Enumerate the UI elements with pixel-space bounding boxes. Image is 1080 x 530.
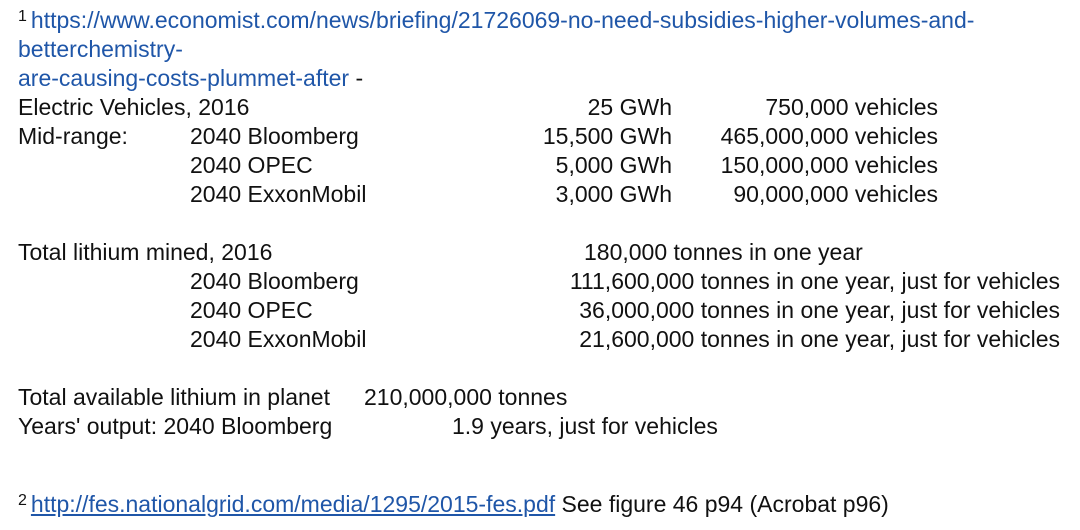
ev-row-vehicles: 465,000,000 vehicles: [720, 123, 938, 149]
footnote-1-dash: -: [349, 65, 364, 91]
ev-row-vehicles: 150,000,000 vehicles: [720, 152, 938, 178]
footnote-1-line-1: [18, 6, 974, 38]
ev-row-vehicles: 90,000,000 vehicles: [733, 181, 938, 207]
lithium-row-value: 21,600,000 tonnes in one year, just for vehicles: [579, 326, 1060, 352]
lithium-row-source: 2040 ExxonMobil: [190, 326, 367, 352]
footnote-2-link[interactable]: http://fes.nationalgrid.com/media/1295/2015-fes.pdf: [30, 491, 556, 517]
lithium-row-value: 111,600,000 tonnes in one year, just for vehicles: [569, 268, 1060, 294]
footnote-2-note: See figure 46 p94 (Acrobat p96): [555, 491, 889, 517]
footnote-1-line-3: [18, 64, 363, 93]
footnote-2-line: [18, 490, 889, 522]
footnote-2-marker: 2: [18, 492, 27, 509]
footnote-1-link-part-3[interactable]: are-causing-costs-plummet-after: [18, 65, 350, 91]
ev-row-gwh: 15,500 GWh: [542, 123, 672, 149]
ev-row-gwh: 5,000 GWh: [555, 152, 672, 178]
total-available-value: 210,000,000 tonnes: [364, 384, 568, 410]
lithium-row-source: 2040 Bloomberg: [190, 268, 359, 294]
total-available-label: Total available lithium in planet: [18, 384, 330, 410]
ev-row-gwh: 3,000 GWh: [555, 181, 672, 207]
footnote-1-link-part-1[interactable]: https://www.economist.com/news/briefing/21726069-no-need-subsidies-higher-volumes-and-: [30, 7, 975, 33]
footnote-1-link-part-2[interactable]: betterchemistry-: [18, 36, 183, 62]
ev-2016-label: Electric Vehicles, 2016: [18, 94, 250, 120]
ev-row-source: 2040 OPEC: [190, 152, 313, 178]
lithium-2016-label: Total lithium mined, 2016: [18, 239, 273, 265]
ev-row-source: 2040 Bloomberg: [190, 123, 359, 149]
years-output-label: Years' output: 2040 Bloomberg: [18, 413, 333, 439]
lithium-row-value: 36,000,000 tonnes in one year, just for vehicles: [579, 297, 1060, 323]
midrange-label: Mid-range:: [18, 123, 128, 149]
lithium-row-source: 2040 OPEC: [190, 297, 313, 323]
years-output-value: 1.9 years, just for vehicles: [452, 413, 718, 439]
ev-2016-gwh: 25 GWh: [587, 94, 672, 120]
ev-row-source: 2040 ExxonMobil: [190, 181, 367, 207]
lithium-2016-value: 180,000 tonnes in one year: [584, 239, 863, 265]
ev-2016-vehicles: 750,000 vehicles: [765, 94, 938, 120]
footnote-1-marker: 1: [18, 8, 27, 25]
